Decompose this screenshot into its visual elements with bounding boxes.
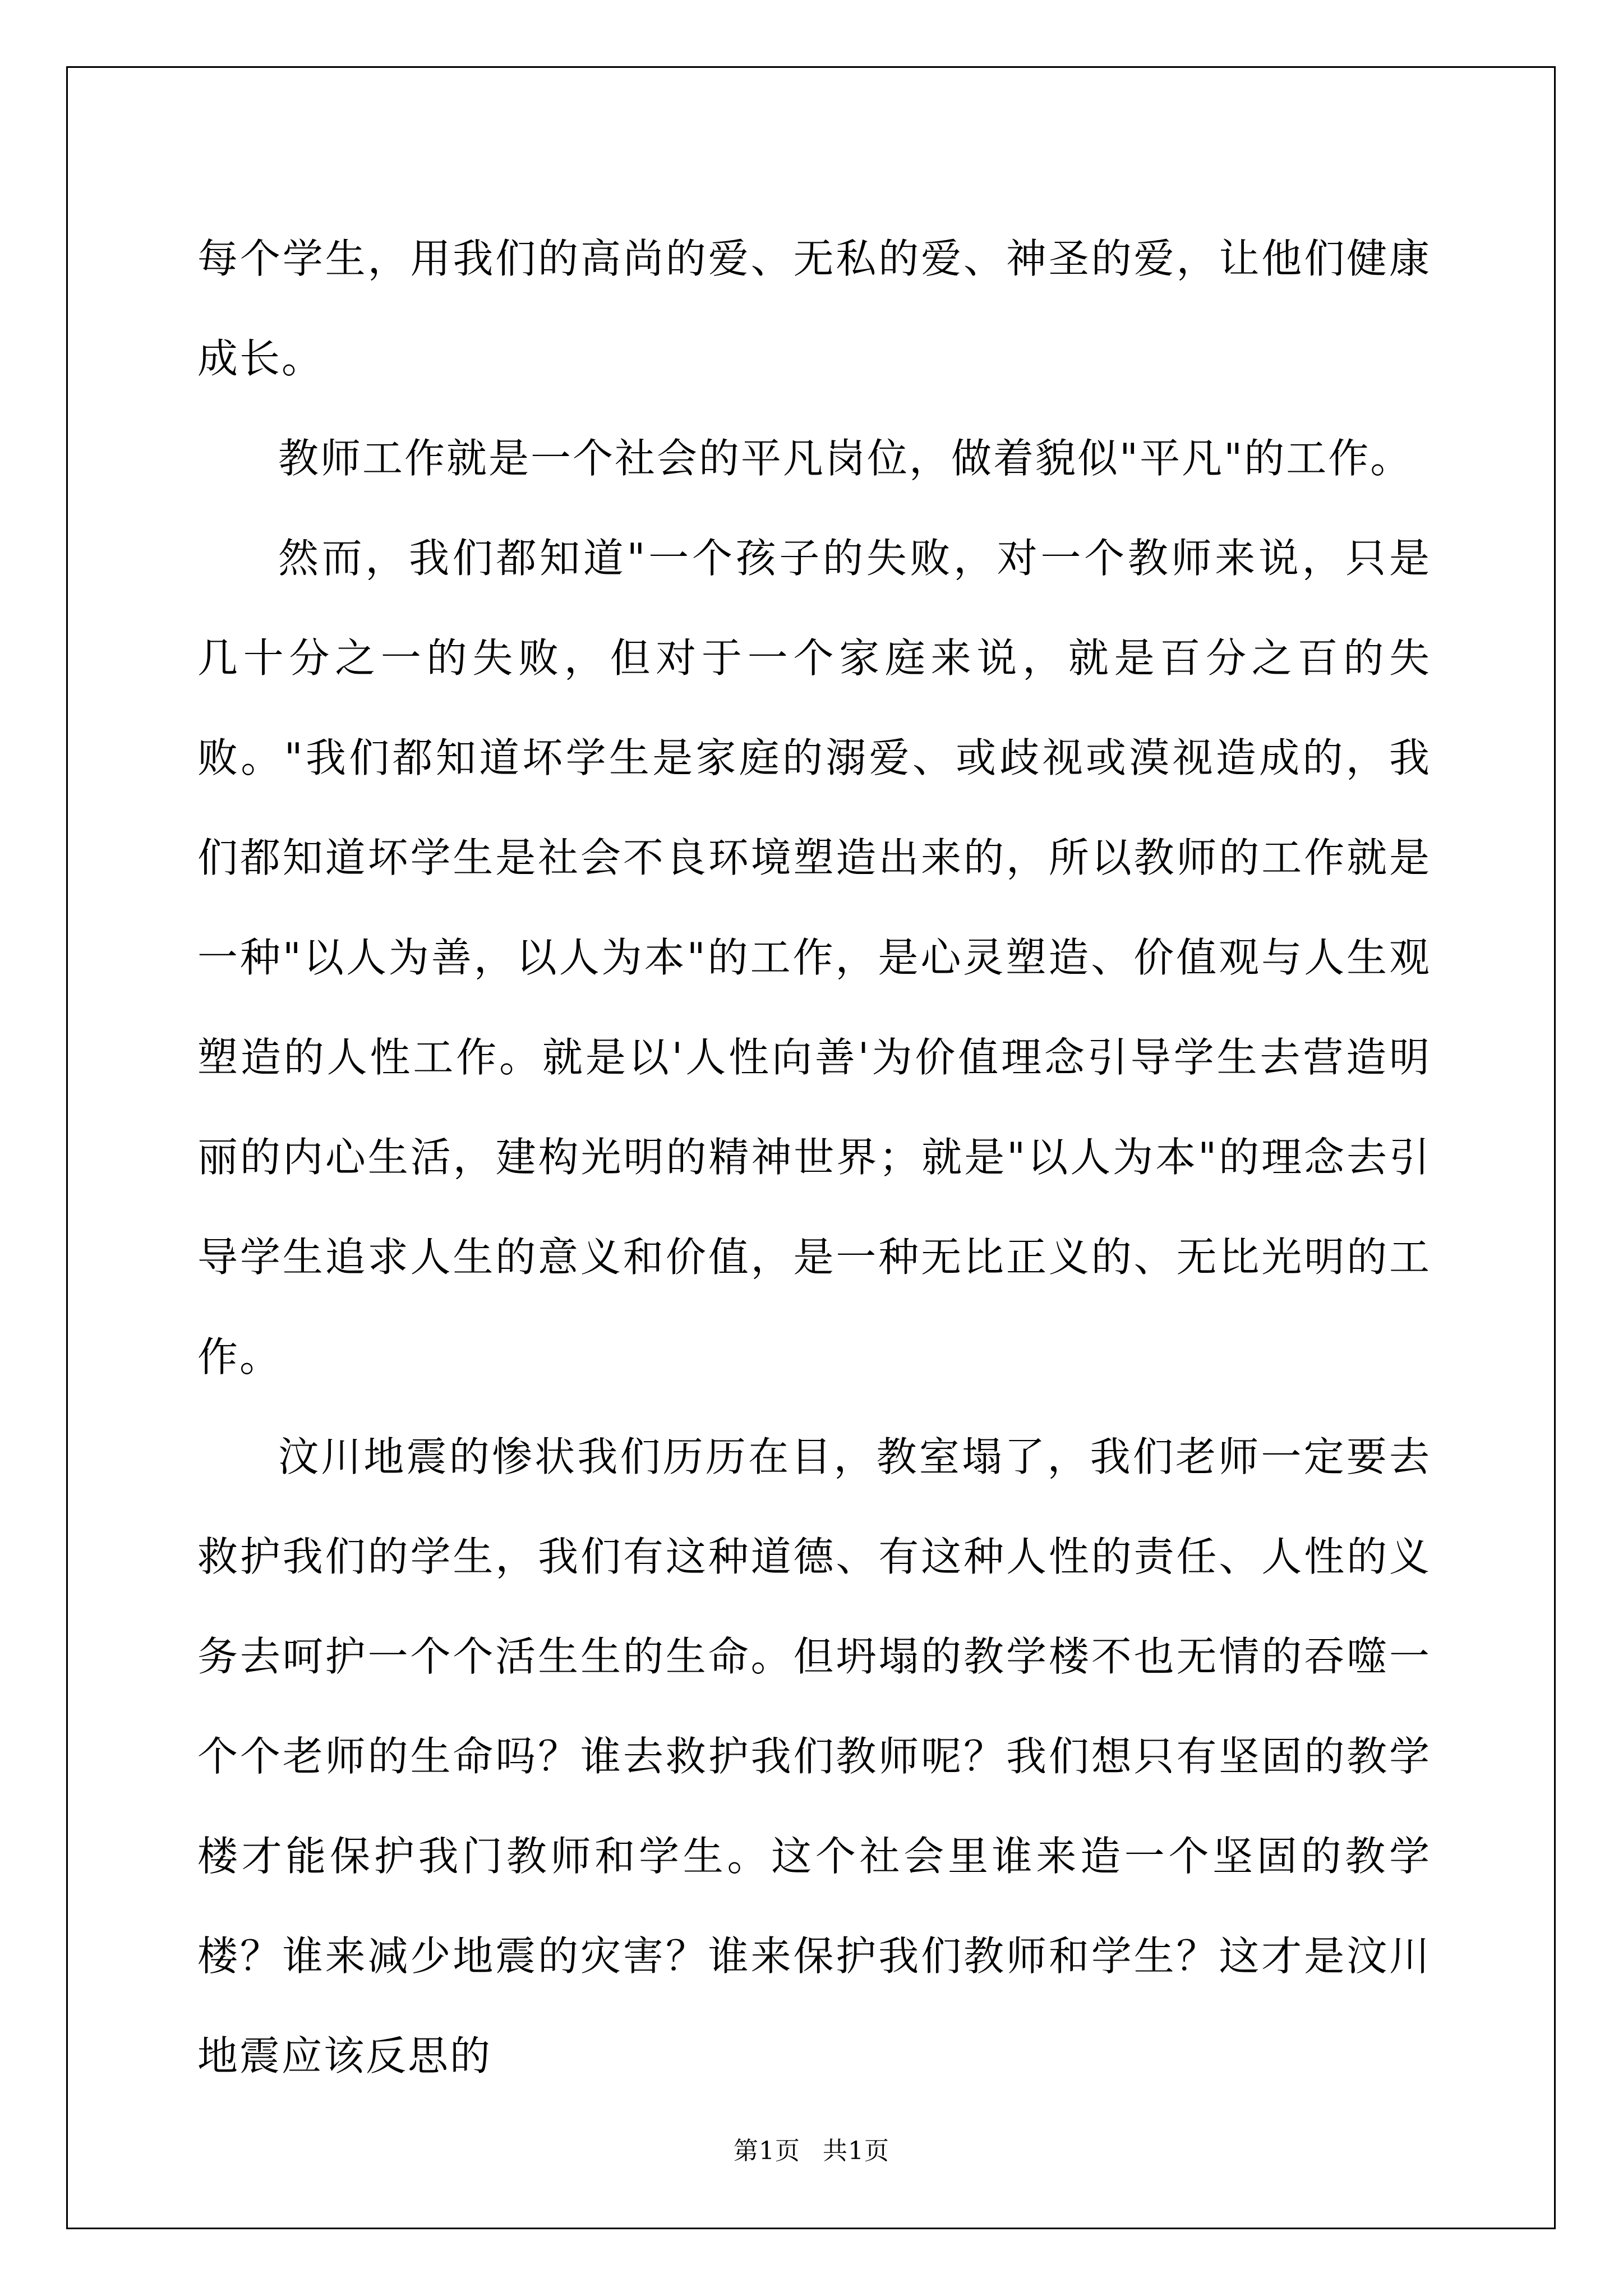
- paragraph-teacher-work: 教师工作就是一个社会的平凡岗位，做着貌似"平凡"的工作。: [278, 435, 1413, 482]
- paragraph-failure-reflection: 然而，我们都知道"一个孩子的失败，对一个教师来说，只是几十分之一的失败，但对于一个家庭来说，就是百分之百的失败。"我们都知道坏学生是家庭的溺爱、或歧视或漠视造成的，我们都知道坏学生是社会不良环境塑造出来的，所以教师的工作就是一种"以人为善，以人为本"的工作，是心灵塑造、价值观与人生观塑造的人性工作。就是以'人性向善'为价值理念引导学生去营造明丽的内心生活，建构光明的精神世界；就是"以人为本"的理念去引导学生追求人生的意义和价值，是一种无比正义的、无比光明的工作。: [197, 535, 1431, 1381]
- paragraph-continuation: 每个学生，用我们的高尚的爱、无私的爱、神圣的爱，让他们健康成长。: [197, 235, 1431, 382]
- document-body: [197, 209, 1431, 2106]
- page-footer: [0, 2131, 1623, 2166]
- paragraph-wenchuan-earthquake: 汶川地震的惨状我们历历在目，教室塌了，我们老师一定要去救护我们的学生，我们有这种道德、有这种人性的责任、人性的义务去呵护一个个活生生的生命。但坍塌的教学楼不也无情的吞噬一个个老师的生命吗？谁去救护我们教师呢？我们想只有坚固的教学楼才能保护我门教师和学生。这个社会里谁来造一个坚固的教学楼？谁来减少地震的灾害？谁来保护我们教师和学生？这才是汶川地震应该反思的: [197, 1433, 1431, 2079]
- page-number-total: 共1页: [823, 2137, 889, 2165]
- page-number-current: 第1页: [734, 2137, 800, 2165]
